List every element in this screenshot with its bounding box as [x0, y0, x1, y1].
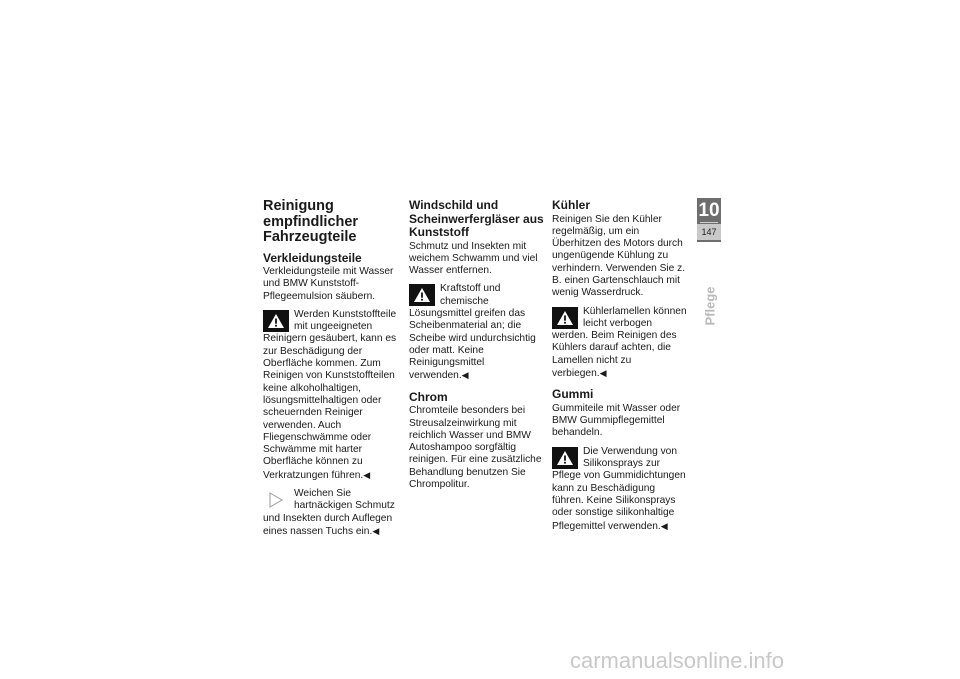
tip-note	[263, 488, 399, 538]
warning-text-gummi: Die Verwendung von Silikonsprays zur Pflege von Gummidichtungen kann zu Beschädigung führen. Keine Silikonsprays oder sonstige silikonhaltige Pflegemittel verwenden.	[552, 445, 686, 532]
end-mark: ◀	[660, 520, 668, 531]
tab-divider	[700, 222, 718, 223]
paragraph-verkleidungsteile: Verkleidungsteile mit Wasser und BMW Kunststoff-Pflegeemulsion säubern.	[263, 266, 394, 302]
end-mark: ◀	[363, 469, 371, 480]
warning-note-kuehler	[552, 306, 688, 381]
column-2	[409, 199, 545, 491]
page-number: 147	[697, 224, 721, 240]
warning-text-plastic: Werden Kunststoffteile mit ungeeigneten Reinigern gesäubert, kann es zur Beschädigung der Oberfläche kommen. Zum Reinigen von Kunststoffteilen keine alkoholhaltigen, lösungsmittelhaltigen oder scheuernden Reiniger verwenden. Auch Fliegenschwämme oder Schwämme mit harter Oberfläche können zu Verkratzungen führen.	[263, 308, 397, 481]
warning-triangle-icon	[552, 307, 578, 329]
chapter-tab	[697, 198, 721, 242]
warning-note-windschild	[409, 283, 545, 382]
end-mark: ◀	[461, 370, 469, 381]
warning-text-windschild: Kraftstoff und chemische Lösungsmittel greifen das Scheibenmaterial an; die Scheibe wird undurchsichtig oder matt. Keine Reinigungsmittel verwenden.	[409, 283, 536, 382]
chapter-number: 10	[698, 200, 720, 221]
heading-windschild: Windschild und Scheinwerfergläser aus Kunststoff	[409, 198, 544, 239]
heading-gummi: Gummi	[552, 387, 594, 402]
chapter-label-text: Pflege	[702, 286, 718, 326]
warning-text-kuehler: Kühlerlamellen können leicht verbogen werden. Beim Reinigen des Kühlers darauf achten, die Lamellen nicht zu verbiegen.	[552, 305, 687, 380]
tip-text: Weichen Sie hartnäckigen Schmutz und Insekten durch Auflegen eines nassen Tuchs ein.	[263, 488, 395, 537]
column-3	[552, 199, 688, 533]
heading-verkleidungsteile: Verkleidungsteile	[263, 250, 362, 265]
end-mark: ◀	[372, 525, 380, 536]
paragraph-windschild: Schmutz und Insekten mit weichem Schwamm und viel Wasser entfernen.	[409, 240, 538, 277]
warning-triangle-icon	[552, 447, 578, 469]
paragraph-gummi: Gummiteile mit Wasser oder BMW Gummipflegemittel behandeln.	[552, 402, 681, 439]
column-1	[263, 199, 399, 538]
tip-triangle-icon	[263, 489, 289, 511]
chapter-side-label	[692, 276, 728, 336]
warning-triangle-icon	[409, 284, 435, 306]
warning-note-plastic	[263, 309, 399, 482]
paragraph-chrom: Chromteile besonders bei Streusalzeinwirkung mit reichlich Wasser und BMW Autoshampoo sorgfältig reinigen. Für eine zusätzliche Behandlung benutzen Sie Chrompolitur.	[409, 405, 542, 491]
warning-triangle-icon	[263, 310, 289, 332]
end-mark: ◀	[599, 368, 607, 379]
heading-kuehler: Kühler	[552, 198, 591, 212]
watermark: carmanualsonline.info	[570, 648, 785, 673]
paragraph-kuehler: Reinigen Sie den Kühler regelmäßig, um ein Überhitzen des Motors durch ungenügende Kühlung zu verhindern. Verwenden Sie z. B. einen Gartenschlauch mit wenig Wasserdruck.	[552, 213, 686, 299]
warning-note-gummi	[552, 446, 688, 533]
page-section-title: Reinigung empfindlicher Fahrzeugteile	[263, 198, 359, 245]
heading-chrom: Chrom	[409, 389, 448, 404]
